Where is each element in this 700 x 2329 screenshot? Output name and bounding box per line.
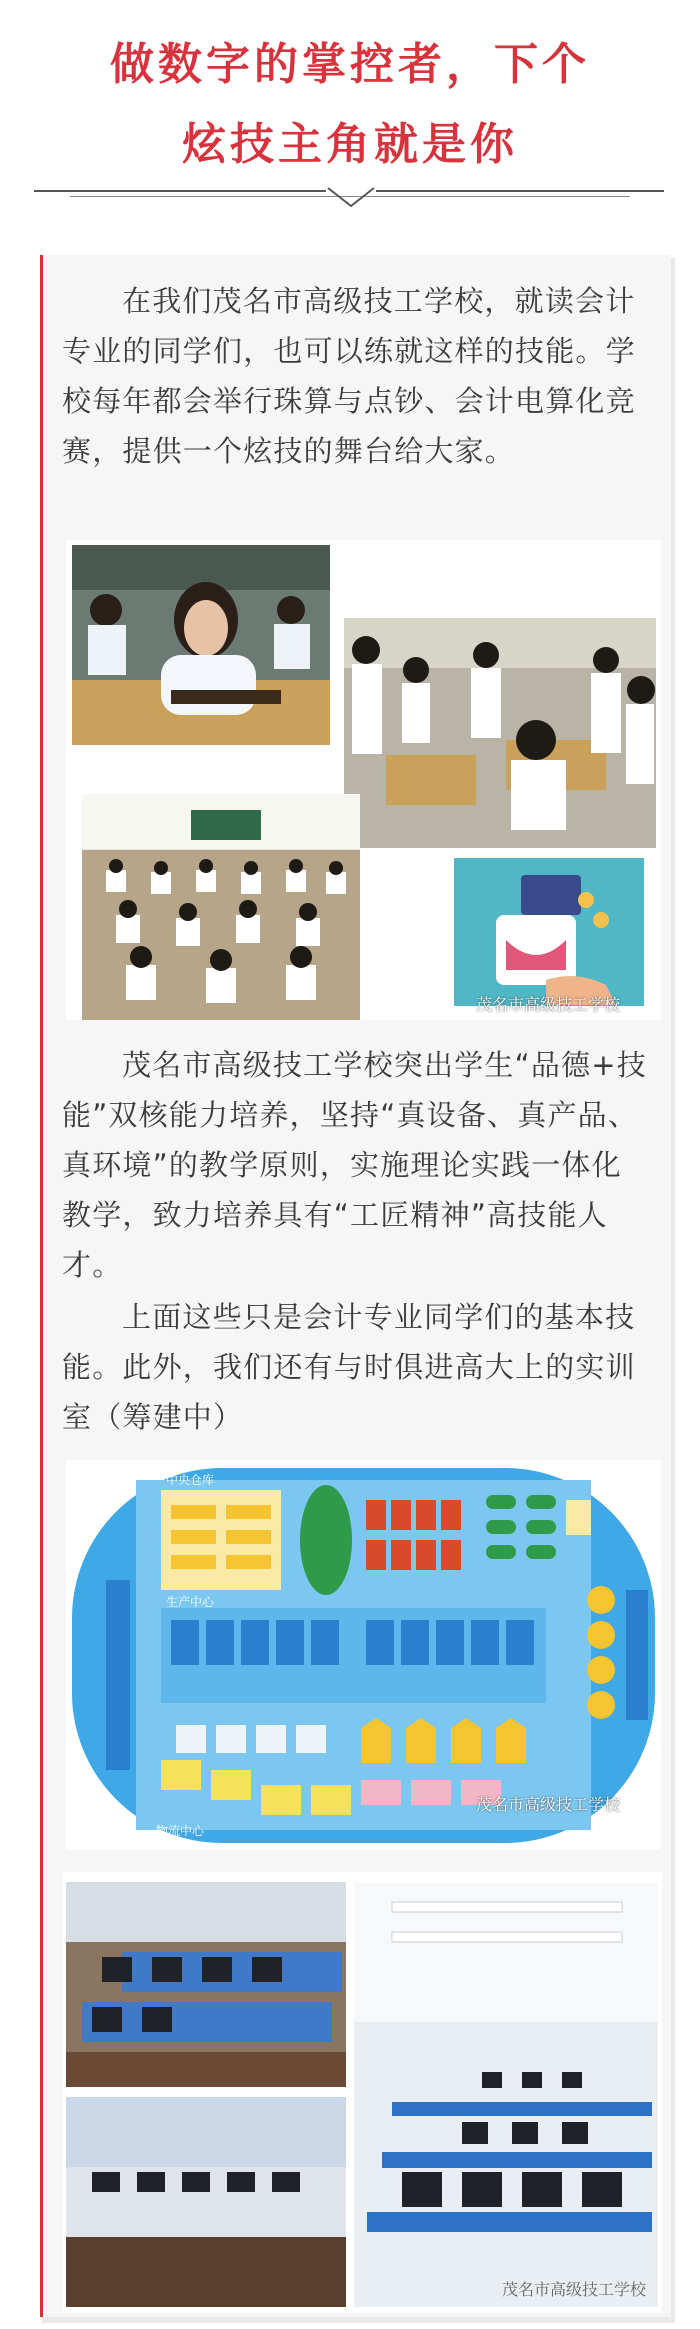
- page-title-line1: 做数字的掌控者，下个: [110, 39, 590, 90]
- competition-photos: [66, 540, 661, 1020]
- competition-photo-collage: [66, 540, 661, 1020]
- photo-exam-hall: [82, 794, 360, 1020]
- paragraph-labs-text: 上面这些只是会计专业同学们的基本技能。此外，我们还有与时俱进高大上的实训室（筹建中）: [62, 1300, 636, 1434]
- photo-lab-rows: [66, 2097, 346, 2307]
- floorplan-label-logistics: 物流中心: [156, 1824, 205, 1838]
- watermark: 茂名市高级技工学校: [476, 995, 621, 1014]
- photo-lab-desks: [66, 1882, 346, 2087]
- page-title-line2: 炫技主角就是你: [182, 119, 518, 170]
- paragraph-labs: [62, 1292, 652, 1442]
- photo-lab-large: [354, 1882, 658, 2307]
- computer-lab-photos: [62, 1872, 662, 2312]
- paragraph-intro-text: 在我们茂名市高级技工学校，就读会计专业的同学们，也可以练就这样的技能。学校每年都会举行珠算与点钞、会计电算化竞赛，提供一个炫技的舞台给大家。: [62, 284, 636, 468]
- paragraph-training: [62, 1040, 652, 1290]
- floorplan-label-storage: 中央仓库: [166, 1473, 215, 1487]
- paragraph-training-text: 茂名市高级技工学校突出学生“品德+技能”双核能力培养，坚持“真设备、真产品、真环境”的教学原则，实施理论实践一体化教学，致力培养具有“工匠精神”高技能人才。: [62, 1048, 647, 1282]
- computer-lab-photo-collage: [62, 1872, 662, 2312]
- paragraph-intro: [62, 276, 652, 476]
- watermark: 茂名市高级技工学校: [502, 2280, 647, 2299]
- photo-abacus-student: [72, 545, 330, 745]
- floorplan-label-production: 生产中心: [166, 1595, 215, 1609]
- watermark: 茂名市高级技工学校: [476, 1795, 621, 1814]
- photo-classroom-standing: [344, 618, 656, 848]
- photo-cartoon-wallet: [454, 858, 644, 1006]
- training-lab-floorplan: [66, 1460, 661, 1850]
- chevron-down-icon: [326, 182, 376, 208]
